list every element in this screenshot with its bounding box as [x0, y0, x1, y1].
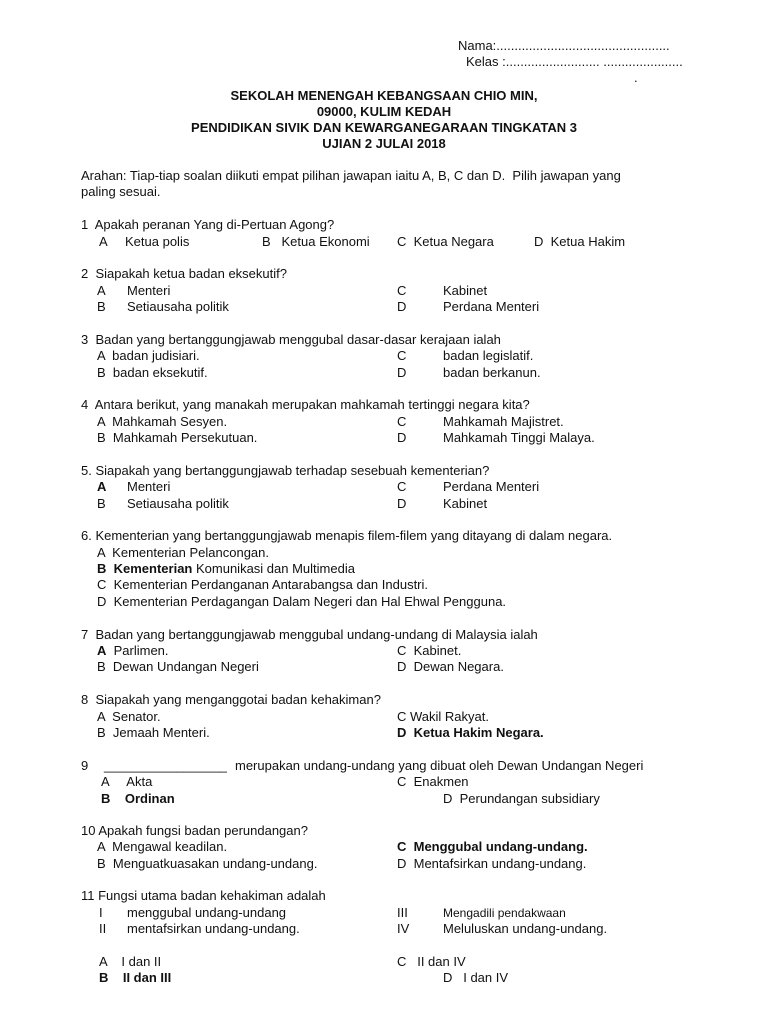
q7-option-a-letter: A	[97, 643, 107, 658]
q3-option-b: B badan eksekutif.	[97, 365, 208, 380]
q8-option-c: C Wakil Rakyat.	[397, 709, 489, 724]
school-address: 09000, KULIM KEDAH	[316, 104, 452, 119]
q3-option-c-text: badan legislatif.	[443, 348, 534, 363]
q5-option-a-text: Menteri	[127, 479, 171, 494]
q1-option-d: D Ketua Hakim	[534, 234, 626, 249]
q2-option-c-letter: C	[397, 283, 407, 298]
exam-title: UJIAN 2 JULAI 2018	[322, 136, 446, 151]
q11-option-c: C II dan IV	[397, 954, 466, 969]
question-3-stem: 3 Badan yang bertanggungjawab menggubal dasar-dasar kerajaan ialah	[81, 332, 501, 347]
q6-option-c: C Kementerian Perdanganan Antarabangsa dan Industri.	[97, 577, 429, 592]
q11-option-a: A I dan II	[99, 954, 162, 969]
instructions-line-1: Arahan: Tiap-tiap soalan diikuti empat pilihan jawapan iaitu A, B, C dan D. Pilih jawapan yang	[81, 168, 621, 183]
question-9-stem: merupakan undang-undang yang dibuat oleh Dewan Undangan Negeri	[235, 758, 644, 773]
q9-option-d: D Perundangan subsidiary	[443, 791, 600, 806]
kelas-field: Kelas :.......................... ......................	[466, 54, 683, 69]
q2-option-b-text: Setiausaha politik	[127, 299, 229, 314]
q9-option-c: C Enakmen	[397, 774, 469, 789]
q11-statement-iii-text: Mengadili pendakwaan	[443, 906, 566, 920]
q5-option-a-letter: A	[97, 479, 107, 494]
q10-option-c: C Menggubal undang-undang.	[397, 839, 588, 854]
question-5-stem: 5. Siapakah yang bertanggungjawab terhadap sesebuah kementerian?	[81, 463, 490, 478]
q11-statement-i-numeral: I	[99, 905, 103, 920]
question-9-blank: _________________	[104, 758, 227, 773]
q1-option-a: A Ketua polis	[99, 234, 190, 249]
q3-option-c-letter: C	[397, 348, 407, 363]
question-8-stem: 8 Siapakah yang menganggotai badan kehakiman?	[81, 692, 381, 707]
q7-option-b: B Dewan Undangan Negeri	[97, 659, 259, 674]
header-dot: .	[634, 70, 638, 85]
q11-statement-iii-numeral: III	[397, 905, 408, 920]
q7-option-a-text: Parlimen.	[106, 643, 169, 658]
q8-option-a: A Senator.	[97, 709, 161, 724]
q5-option-b-letter: B	[97, 496, 106, 511]
school-name: SEKOLAH MENENGAH KEBANGSAAN CHIO MIN,	[230, 88, 538, 103]
q11-statement-ii-numeral: II	[99, 921, 107, 936]
q11-option-b: B II dan III	[99, 970, 172, 985]
q11-statement-iv-numeral: IV	[397, 921, 410, 936]
q6-option-b	[97, 561, 355, 577]
q2-option-d-letter: D	[397, 299, 407, 314]
q5-option-c-letter: C	[397, 479, 407, 494]
q6-option-b-rest: Komunikasi dan Multimedia	[192, 561, 355, 576]
q3-option-d-text: badan berkanun.	[443, 365, 541, 380]
q1-option-b: B Ketua Ekonomi	[262, 234, 370, 249]
q7-option-d: D Dewan Negara.	[397, 659, 504, 674]
q5-option-d-text: Kabinet	[443, 496, 488, 511]
question-11-stem: 11 Fungsi utama badan kehakiman adalah	[81, 888, 326, 903]
q10-option-a: A Mengawal keadilan.	[97, 839, 228, 854]
q2-option-a-text: Menteri	[127, 283, 171, 298]
q11-statement-iv-text: Meluluskan undang-undang.	[443, 921, 608, 936]
q7-option-c: C Kabinet.	[397, 643, 462, 658]
q2-option-d-text: Perdana Menteri	[443, 299, 540, 314]
question-9-number: 9	[81, 758, 89, 773]
q6-option-d: D Kementerian Perdagangan Dalam Negeri dan Hal Ehwal Pengguna.	[97, 594, 507, 609]
nama-field: Nama:................................................	[458, 38, 670, 53]
q9-option-b: B Ordinan	[101, 791, 175, 806]
q4-option-d-letter: D	[397, 430, 407, 445]
question-4-stem: 4 Antara berikut, yang manakah merupakan mahkamah tertinggi negara kita?	[81, 397, 530, 412]
q3-option-a: A badan judisiari.	[97, 348, 200, 363]
q10-option-d: D Mentafsirkan undang-undang.	[397, 856, 587, 871]
question-10-stem: 10 Apakah fungsi badan perundangan?	[81, 823, 308, 838]
question-1-stem: 1 Apakah peranan Yang di-Pertuan Agong?	[81, 217, 335, 232]
q4-option-b: B Mahkamah Persekutuan.	[97, 430, 258, 445]
q9-option-a: A Akta	[101, 774, 153, 789]
q8-option-d: D Ketua Hakim Negara.	[397, 725, 544, 740]
q8-option-b: B Jemaah Menteri.	[97, 725, 210, 740]
q4-option-c-letter: C	[397, 414, 407, 429]
q6-option-a: A Kementerian Pelancongan.	[97, 545, 270, 560]
subject-title: PENDIDIKAN SIVIK DAN KEWARGANEGARAAN TINGKATAN 3	[191, 120, 577, 135]
q1-option-c: C Ketua Negara	[397, 234, 494, 249]
question-6-stem: 6. Kementerian yang bertanggungjawab menapis filem-filem yang ditayang di dalam negara.	[81, 528, 613, 543]
question-2-stem: 2 Siapakah ketua badan eksekutif?	[81, 266, 287, 281]
q5-option-c-text: Perdana Menteri	[443, 479, 540, 494]
q2-option-a-letter: A	[97, 283, 106, 298]
question-7-stem: 7 Badan yang bertanggungjawab menggubal undang-undang di Malaysia ialah	[81, 627, 538, 642]
q2-option-c-text: Kabinet	[443, 283, 488, 298]
q2-option-b-letter: B	[97, 299, 106, 314]
instructions-line-2: paling sesuai.	[81, 184, 161, 199]
q7-option-a	[97, 643, 169, 659]
q3-option-d-letter: D	[397, 365, 407, 380]
q4-option-d-text: Mahkamah Tinggi Malaya.	[443, 430, 595, 445]
q11-statement-i-text: menggubal undang-undang	[127, 905, 287, 920]
q5-option-d-letter: D	[397, 496, 407, 511]
q11-statement-ii-text: mentafsirkan undang-undang.	[127, 921, 300, 936]
q11-option-d: D I dan IV	[443, 970, 509, 985]
q10-option-b: B Menguatkuasakan undang-undang.	[97, 856, 318, 871]
q4-option-a: A Mahkamah Sesyen.	[97, 414, 228, 429]
q4-option-c-text: Mahkamah Majistret.	[443, 414, 564, 429]
q5-option-b-text: Setiausaha politik	[127, 496, 229, 511]
q6-option-b-bold: B Kementerian	[97, 561, 193, 576]
